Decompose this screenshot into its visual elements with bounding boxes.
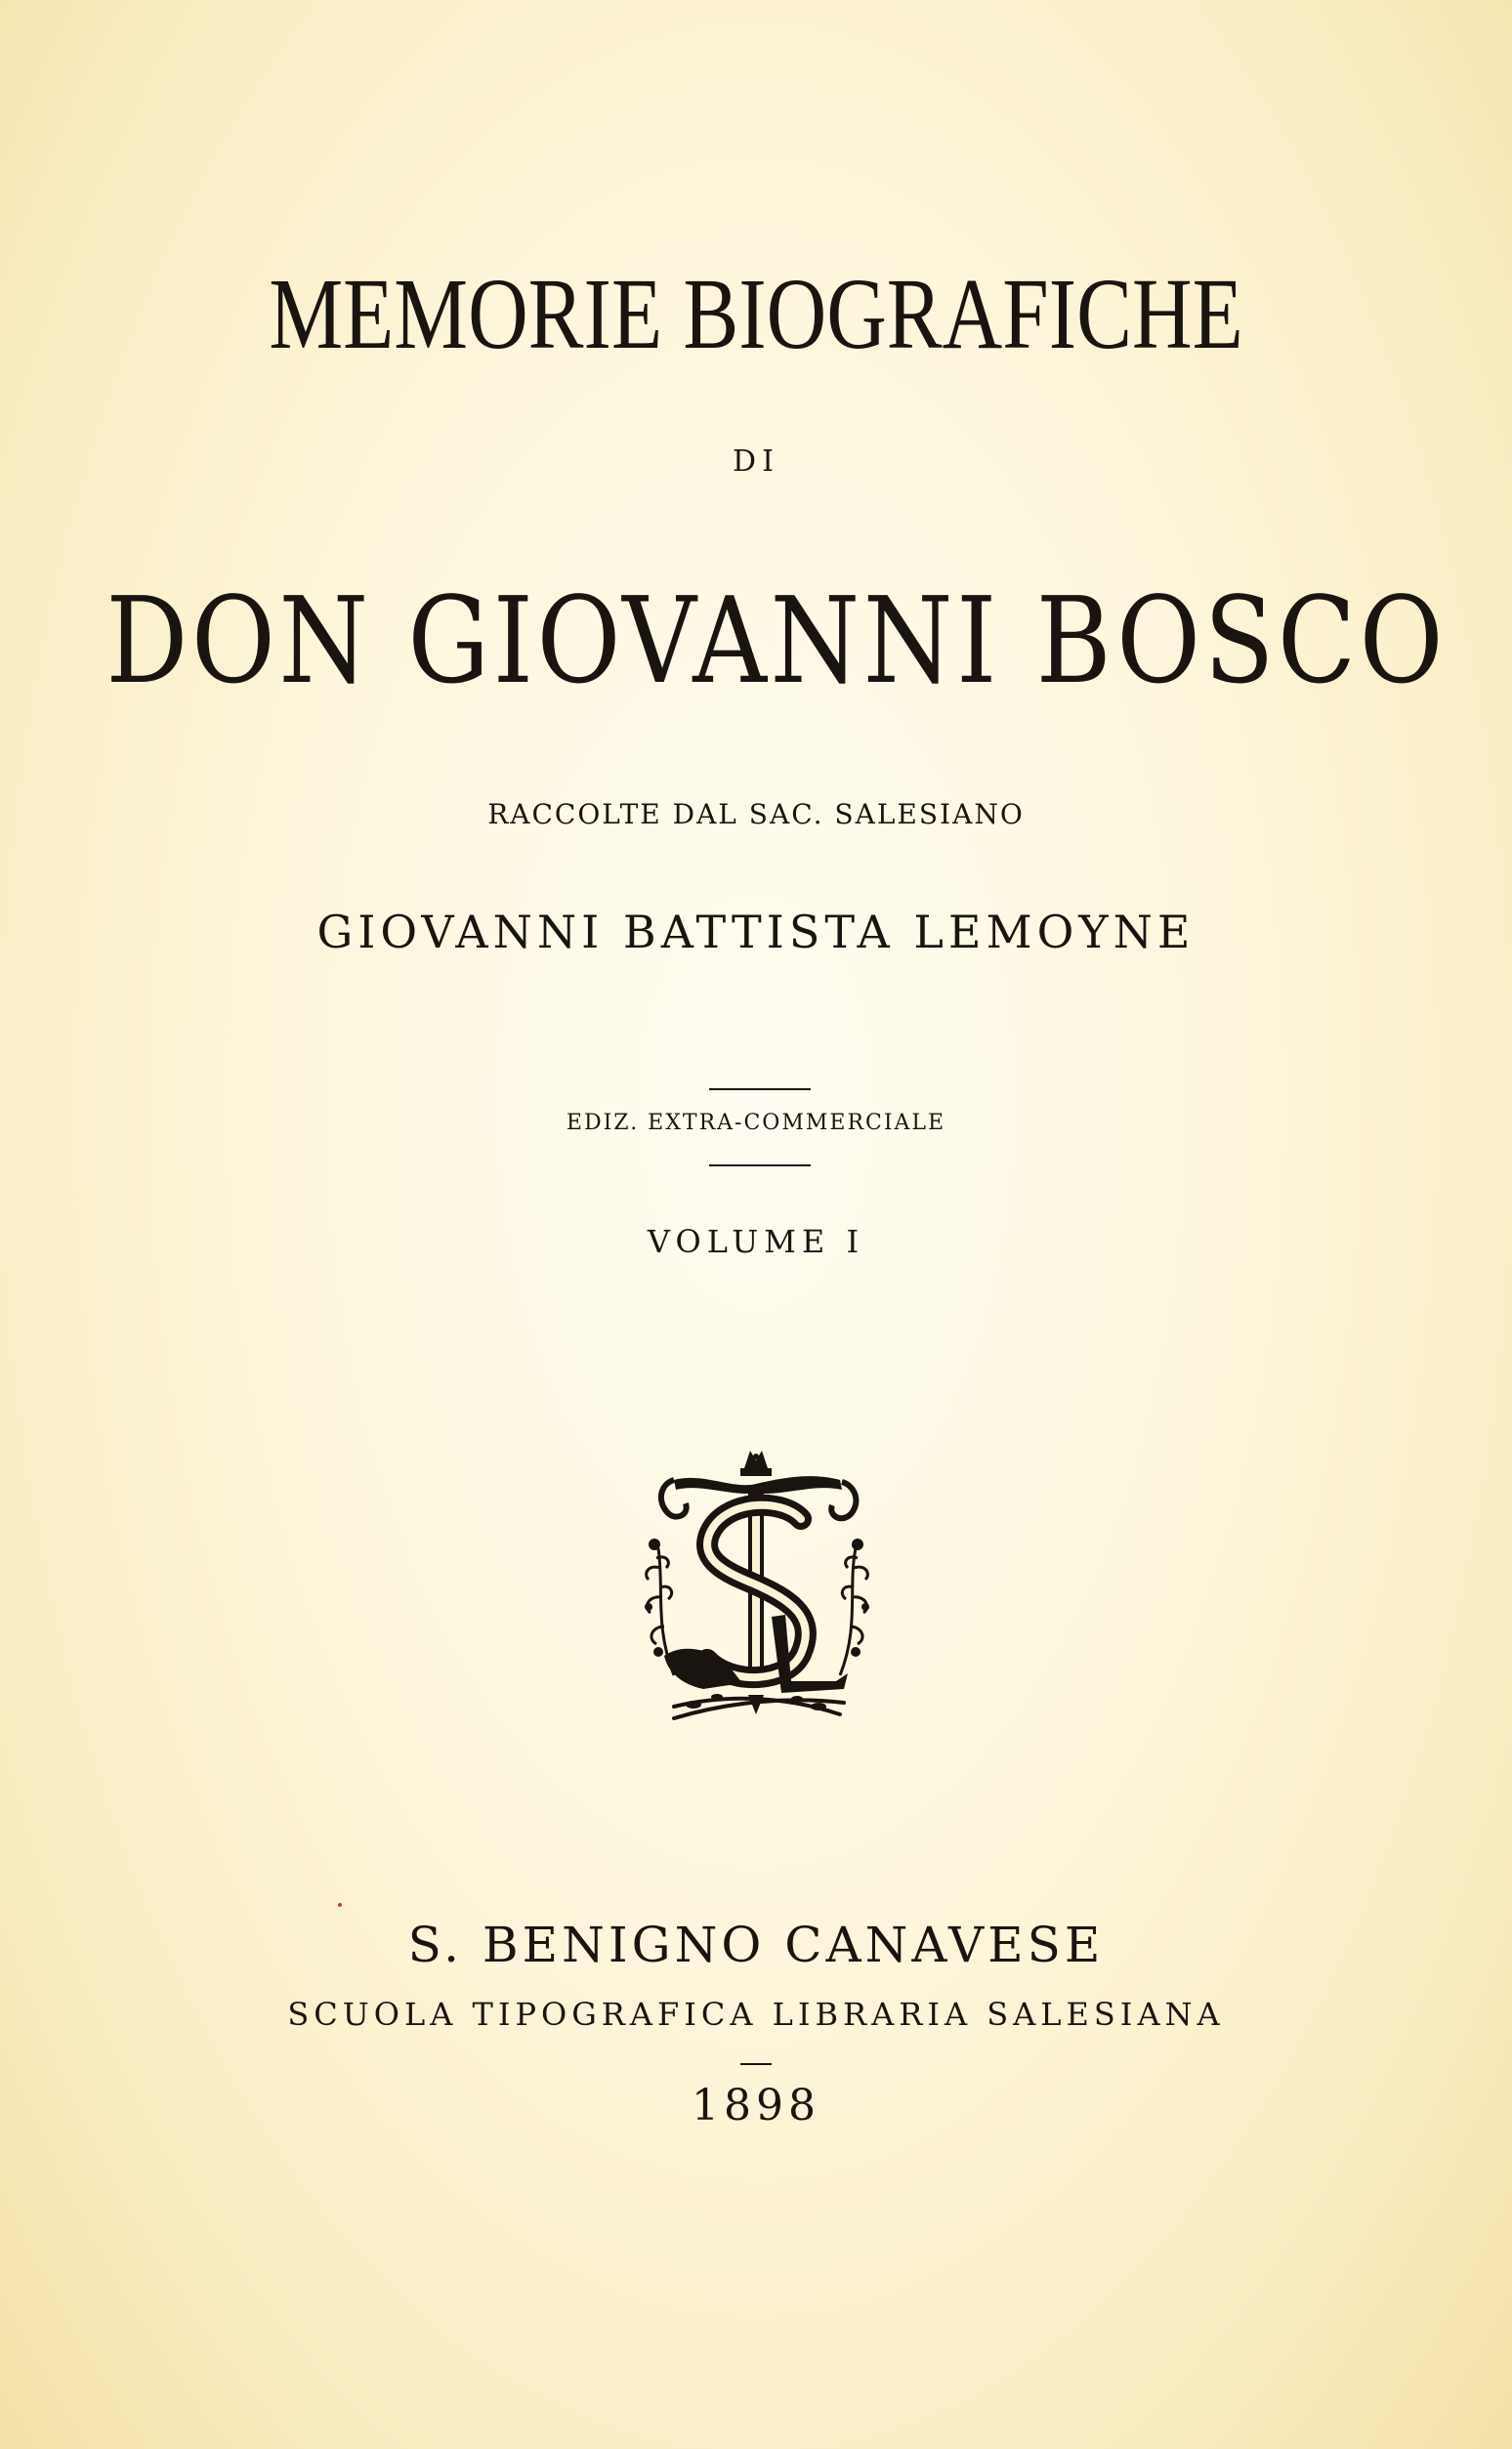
imprint-place: S. BENIGNO CANAVESE bbox=[407, 1917, 1105, 1973]
imprint-year: 1898 bbox=[692, 2081, 820, 2131]
edition-rule-bottom bbox=[709, 1164, 811, 1166]
title-connector: DI bbox=[733, 444, 779, 479]
book-title: MEMORIE BIOGRAFICHE bbox=[269, 258, 1243, 370]
imprint-printer: SCUOLA TIPOGRAFICA LIBRARIA SALESIANA bbox=[287, 1996, 1225, 2033]
edition-note: EDIZ. EXTRA-COMMERCIALE bbox=[566, 1111, 946, 1135]
salesian-monogram-emblem-icon bbox=[635, 1451, 877, 1729]
collected-by-line: RACCOLTE DAL SAC. SALESIANO bbox=[487, 798, 1025, 830]
edition-rule-top bbox=[709, 1088, 811, 1090]
book-subject: DON GIOVANNI BOSCO bbox=[105, 571, 1448, 710]
ink-speck bbox=[338, 1903, 342, 1907]
imprint-rule bbox=[740, 2063, 772, 2065]
volume-number: VOLUME I bbox=[647, 1223, 865, 1260]
author-name: GIOVANNI BATTISTA LEMOYNE bbox=[316, 906, 1196, 958]
